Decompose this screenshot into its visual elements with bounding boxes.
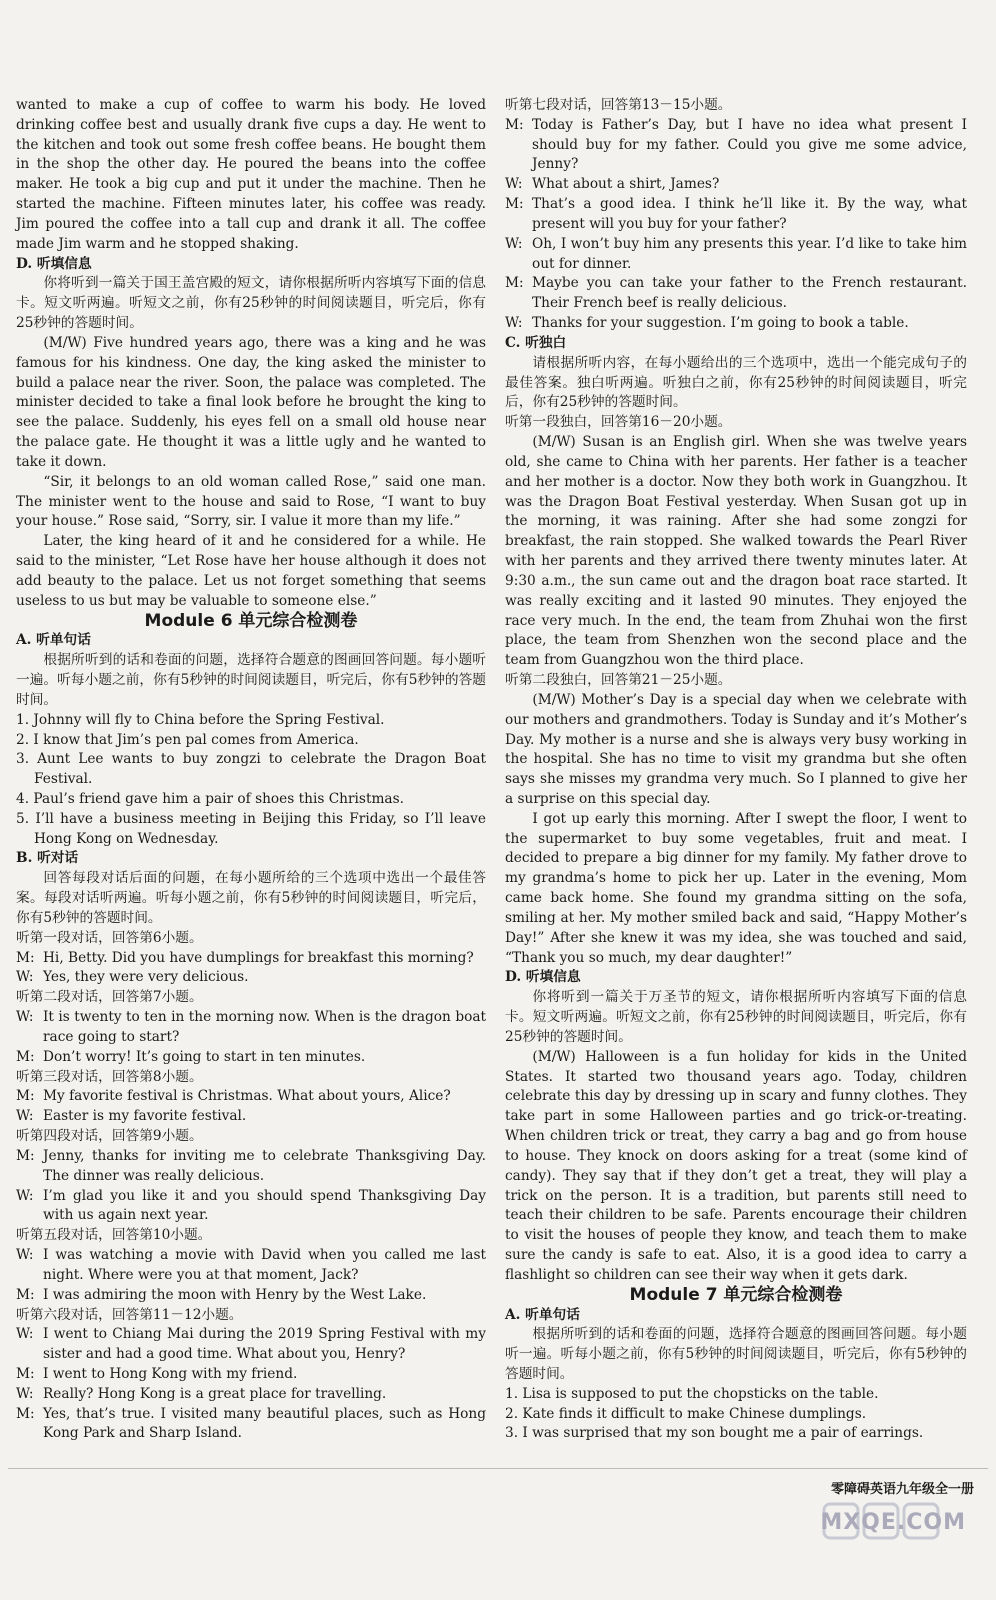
dialogue-line [16,1008,486,1048]
paragraph: (M/W) Mother’s Day is a special day when we celebrate with our mothers and grandmothers. Today is Sunday and it’s Mother’s Day. My mother is a nurse and she is always very busy working in the hospital. She has no time to visit my grandma but she often says she misses my grandma very much. So I planned to give her a surprise on this special day. [505,691,967,807]
dialogue-line [16,949,486,969]
paragraph: Later, the king heard of it and he considered for a while. He said to the minister, “Let Rose have her house although it does not add beauty to the palace. Let us not forget something that seems useless to us but may be valuable to someone else.” [16,533,486,609]
left-column [16,96,486,1444]
instruction-line: 听第六段对话，回答第11－12小题。 [16,1306,243,1323]
instruction-line: 听第一段独白，回答第16－20小题。 [505,414,732,431]
speaker-label: W: [16,1247,34,1264]
paragraph: (M/W) Halloween is a fun holiday for kids in the United States. It started two thousand years ago. Today, children celebrate this day by dressing up in scary and funny clothes. They take part in some Halloween parties and go trick-or-treating. When children trick or treat, they carry a bag and go from house to house. They knock on doors asking for a treat (some kind of candy). They say that if they don’t get a treat, they will play a trick on the person. It is a tradition, but parents still need to teach their children to be safe. Parents encourage their children to visit the houses of people they know, and teach them to make sure the candy is safe to eat. Also, it is a good idea to carry a flashlight so children can see their way when it gets dark. [505,1048,967,1283]
dialogue-text: Don’t worry! It’s going to start in ten minutes. [43,1048,366,1065]
instruction-line: 听第三段对话，回答第8小题。 [16,1068,203,1085]
dialogue-text: Easter is my favorite festival. [43,1108,247,1125]
speaker-label: M: [16,1405,35,1422]
dialogue-text: Really? Hong Kong is a great place for travelling. [43,1385,387,1402]
instruction-line: 听第二段对话，回答第7小题。 [16,989,203,1006]
module-title: Module 7 单元综合检测卷 [629,1284,843,1305]
dialogue-text: Today is Father’s Day, but I have no idea what present I should buy for my father. Could you give me some advice, Jenny? [532,116,967,173]
numbered-item: 2. Kate finds it difficult to make Chinese dumplings. [505,1405,867,1422]
section-heading: A. 听单句话 [16,632,91,649]
paragraph: I got up early this morning. After I swept the floor, I went to the supermarket to buy some vegetables, fruit and meat. I decided to prepare a big dinner for my family. My father drove to my grandma’s home to pick her up. Later in the evening, Mom came back home. She found my grandma sitting on the sofa, smiling at her. My mother smiled back and said, “Happy Mother’s Day!” After she knew it was my idea, she was touched and said, “Thank you so much, my dear daughter!” [505,810,967,966]
speaker-label: W: [16,1108,34,1125]
dialogue-text: I was admiring the moon with Henry by the West Lake. [43,1286,427,1303]
numbered-item: 1. Johnny will fly to China before the Spring Festival. [16,711,385,728]
speaker-label: M: [505,196,524,213]
dialogue-line [505,235,967,275]
speaker-label: M: [505,116,524,133]
dialogue-text: What about a shirt, James? [532,176,720,193]
dialogue-line [16,968,486,988]
numbered-item: 1. Lisa is supposed to put the chopsticks on the table. [505,1385,879,1402]
dialogue-line [16,1087,486,1107]
dialogue-line [16,1147,486,1187]
section-heading: C. 听独白 [505,334,567,351]
paragraph: wanted to make a cup of coffee to warm his body. He loved drinking coffee best and usually drank five cups a day. He went to the kitchen and took out some fresh coffee beans. He bought them in the shop the other day. He poured the beans into the coffee maker. He took a big cup and put it under the machine. Then he started the machine. Fifteen minutes later, his coffee was ready. Jim poured the coffee into a tall cup and drank it all. The coffee made Jim warm and he stopped shaking. [16,97,486,252]
paragraph: (M/W) Susan is an English girl. When she was twelve years old, she came to China with her parents. Her father is a teacher and her mother is a doctor. Now they both work in Guangzhou. It was the Dragon Boat Festival yesterday. When Susan got up in the morning, it was raining. After she had some zongzi for breakfast, the rain stopped. She walked towards the Pearl River with her parents and they arrived there twenty minutes later. At 9:30 a.m., the sun came out and the dragon boat race started. It was really exciting and it lasted 90 minutes. They enjoyed the race very much. In the end, the team from Zhuhai won the first place, the team from Shenzhen won the second place and the team from Guangzhou won the third place. [505,434,967,669]
dialogue-line [16,1286,486,1306]
speaker-label: W: [505,315,523,332]
numbered-item: 4. Paul’s friend gave him a pair of shoes this Christmas. [16,790,404,807]
dialogue-line [16,1107,486,1127]
dialogue-text: I was watching a movie with David when you called me last night. Where were you at that moment, Jack? [43,1247,486,1283]
section-heading: D. 听填信息 [16,255,92,272]
numbered-item: 3. I was surprised that my son bought me a pair of earrings. [505,1425,924,1442]
module-title: Module 6 单元综合检测卷 [144,610,358,631]
dialogue-text: Oh, I won’t buy him any presents this year. I’d like to take him out for dinner. [532,235,967,272]
dialogue-line [16,1246,486,1286]
instruction-line: 听第四段对话，回答第9小题。 [16,1128,203,1145]
dialogue-line [16,1385,486,1405]
speaker-label: M: [16,949,35,966]
speaker-label: W: [16,1187,34,1204]
instruction-line: 听第七段对话，回答第13－15小题。 [505,97,732,113]
dialogue-line [16,1365,486,1385]
speaker-label: W: [16,1385,34,1402]
numbered-item: 2. I know that Jim’s pen pal comes from America. [16,731,359,748]
dialogue-text: I went to Hong Kong with my friend. [43,1366,298,1382]
speaker-label: W: [16,1009,34,1026]
footer-rule [8,1468,988,1469]
section-heading: A. 听单句话 [505,1306,580,1323]
dialogue-line [505,195,967,235]
paragraph: 根据所听到的话和卷面的问题，选择符合题意的图画回答问题。每小题听一遍。听每小题之前，你有5秒钟的时间阅读题目，听完后，你有5秒钟的答题时间。 [16,652,486,708]
dialogue-text: I’m glad you like it and you should spend Thanksgiving Day with us again next year. [43,1187,486,1224]
speaker-label: M: [16,1088,35,1105]
instruction-line: 听第一段对话，回答第6小题。 [16,929,203,946]
speaker-label: W: [16,1326,34,1343]
numbered-item: 5. I’ll have a business meeting in Beijing this Friday, so I’ll leave Hong Kong on Wednesday. [16,810,486,847]
paragraph: 你将听到一篇关于国王盖宫殿的短文，请你根据所听内容填写下面的信息卡。短文听两遍。听短文之前，你有25秒钟的时间阅读题目，听完后，你有25秒钟的答题时间。 [16,275,486,332]
dialogue-text: I went to Chiang Mai during the 2019 Spring Festival with my sister and had a good time. What about you, Henry? [43,1326,486,1363]
dialogue-text: That’s a good idea. I think he’ll like it. By the way, what present will you buy for your father? [532,196,967,232]
speaker-label: W: [505,176,523,193]
paragraph: 请根据所听内容，在每小题给出的三个选项中，选出一个能完成句子的最佳答案。独白听两遍。听独白之前，你有25秒钟的时间阅读题目，听完后，你有25秒钟的答题时间。 [505,354,967,411]
dialogue-text: Yes, that’s true. I visited many beautiful places, such as Hong Kong Park and Sharp Island. [43,1405,486,1442]
dialogue-line [505,116,967,175]
numbered-item: 3. Aunt Lee wants to buy zongzi to celebrate the Dragon Boat Festival. [16,751,486,788]
paragraph: 根据所听到的话和卷面的问题，选择符合题意的图画回答问题。每小题听一遍。听每小题之前，你有5秒钟的时间阅读题目，听完后，你有5秒钟的答题时间。 [505,1326,967,1382]
dialogue-text: Maybe you can take your father to the French restaurant. Their French beef is really delicious. [532,275,967,312]
right-column [505,96,967,1444]
book-title-footer: 零障碍英语九年级全一册 [830,1482,974,1497]
dialogue-line [16,1187,486,1227]
paragraph: 你将听到一篇关于万圣节的短文，请你根据所听内容填写下面的信息卡。短文听两遍。听短文之前，你有25秒钟的时间阅读题目，听完后，你有25秒钟的答题时间。 [505,989,967,1045]
speaker-label: M: [16,1366,35,1382]
dialogue-line [505,314,967,334]
instruction-line: 听第五段对话，回答第10小题。 [16,1227,212,1244]
section-heading: B. 听对话 [16,850,79,867]
paragraph: (M/W) Five hundred years ago, there was a king and he was famous for his kindness. One day, the king asked the minister to build a palace near the river. Soon, the palace was completed. The minister decided to take a final look before he brought the king to see the palace. Suddenly, his eyes fell on a small old house near the palace gate. He thought it was a little ugly and he wanted to take it down. [16,334,486,470]
watermark-text: MXQE.COM [820,1510,966,1535]
dialogue-line [505,175,967,195]
dialogue-text: Hi, Betty. Did you have dumplings for breakfast this morning? [43,949,474,966]
dialogue-text: Yes, they were very delicious. [43,969,249,986]
dialogue-text: It is twenty to ten in the morning now. When is the dragon boat race going to start? [43,1009,486,1045]
instruction-line: 听第二段独白，回答第21－25小题。 [505,672,732,689]
section-heading: D. 听填信息 [505,969,581,986]
speaker-label: M: [16,1286,35,1303]
dialogue-text: Jenny, thanks for inviting me to celebrate Thanksgiving Day. The dinner was really delicious. [43,1147,486,1184]
dialogue-line [16,1325,486,1365]
speaker-label: M: [505,275,524,292]
dialogue-line [16,1048,486,1068]
speaker-label: M: [16,1147,35,1164]
speaker-label: W: [16,969,34,986]
dialogue-line [505,274,967,314]
dialogue-text: My favorite festival is Christmas. What about yours, Alice? [43,1088,451,1105]
paragraph: “Sir, it belongs to an old woman called Rose,” said one man. The minister went to the house and said to Rose, “I want to buy your house.” Rose said, “Sorry, sir. I value it more than my life.” [16,473,486,530]
speaker-label: M: [16,1048,35,1065]
speaker-label: W: [505,235,523,252]
paragraph: 回答每段对话后面的问题，在每小题所给的三个选项中选出一个最佳答案。每段对话听两遍。听每小题之前，你有5秒钟的时间阅读题目，听完后，你有5秒钟的答题时间。 [16,870,486,926]
dialogue-text: Thanks for your suggestion. I’m going to book a table. [532,315,909,332]
dialogue-line [16,1405,486,1445]
